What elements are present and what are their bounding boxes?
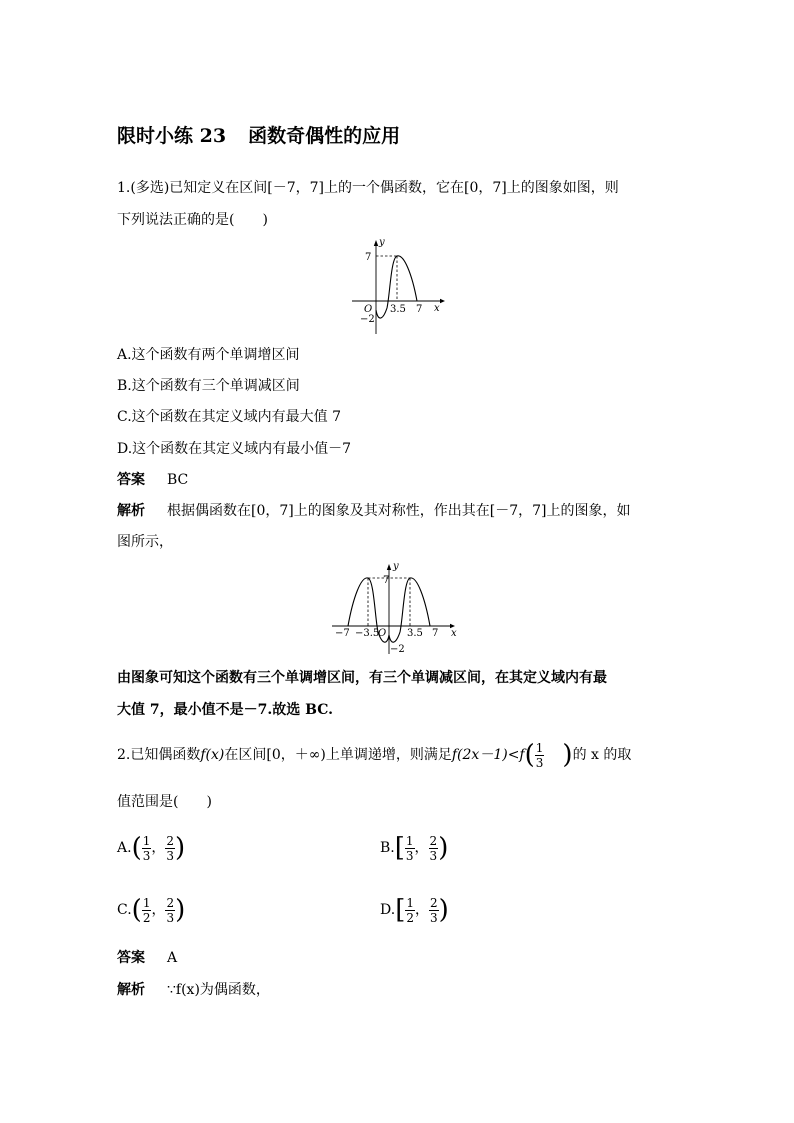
q1-option-c: C.这个函数在其定义域内有最大值 7 bbox=[117, 409, 342, 425]
title-main: 限时小练 23 bbox=[117, 125, 227, 147]
q2-answer-value: A bbox=[167, 950, 178, 966]
q1-conclusion-line1: 由图象可知这个函数有三个单调增区间，有三个单调减区间，在其定义域内有最 bbox=[117, 670, 607, 686]
q2-inequality-fraction: $\frac{1}{3}$ bbox=[535, 740, 544, 770]
q1-option-b: B.这个函数有三个单调减区间 bbox=[117, 378, 300, 394]
q1-solution-graph-y-label: y bbox=[393, 561, 399, 572]
q2-option-a: A.( $\frac{1}{3}$ ， $\frac{2}{3}$ ) bbox=[117, 833, 186, 863]
q1-graph-y7: 7 bbox=[365, 252, 372, 263]
q1-stem-line2: 下列说法正确的是( ) bbox=[117, 212, 268, 228]
q2-option-c: C.( $\frac{1}{2}$ ， $\frac{2}{3}$ ) bbox=[117, 895, 186, 925]
q2-option-d: D.[ $\frac{1}{2}$ ， $\frac{2}{3}$ ) bbox=[380, 895, 449, 925]
page-title bbox=[117, 121, 400, 148]
q1-graph-origin: O bbox=[364, 304, 373, 315]
q1-analysis-label: 解析 bbox=[117, 503, 145, 519]
q1-answer bbox=[117, 470, 188, 490]
q1-conclusion-line2: 大值 7，最小值不是－7.故选 BC. bbox=[117, 702, 333, 718]
q1-answer-label: 答案 bbox=[117, 472, 145, 488]
q1-solution-graph-x35: 3.5 bbox=[407, 628, 423, 639]
q2-stem-line2: 值范围是( ) bbox=[117, 794, 212, 810]
q1-graph-x35: 3.5 bbox=[390, 304, 406, 315]
q1-graph-yneg2: −2 bbox=[360, 314, 375, 325]
q2-option-b: B.[ $\frac{1}{3}$ ， $\frac{2}{3}$ ) bbox=[380, 833, 449, 863]
q1-solution-graph-x-label: x bbox=[451, 628, 457, 639]
q1-solution-graph-x7: 7 bbox=[432, 628, 439, 639]
q1-graph-y-label: y bbox=[379, 237, 385, 248]
title-sub: 函数奇偶性的应用 bbox=[248, 125, 401, 147]
q1-solution-graph-y7: 7 bbox=[383, 575, 390, 586]
q2-answer bbox=[117, 948, 177, 968]
q1-solution-graph-xn7: −7 bbox=[335, 628, 350, 639]
q1-graph bbox=[348, 236, 448, 336]
q1-option-a: A.这个函数有两个单调增区间 bbox=[117, 347, 300, 363]
q1-solution-graph-xn35: −3.5 bbox=[355, 628, 380, 639]
q1-answer-value: BC bbox=[167, 472, 189, 488]
q1-solution-graph bbox=[328, 558, 468, 658]
q1-analysis-line1 bbox=[117, 501, 630, 521]
q2-stem-part1: 2.已知偶函数 bbox=[117, 747, 201, 763]
q2-fx: f(x) bbox=[200, 747, 225, 763]
q2-stem-line1: 2.已知偶函数f(x)在区间[0，＋∞)上单调递增，则满足f(2x－1)<f( $\frac{1}{3}$ )的 x 的取 bbox=[117, 740, 632, 770]
q2-stem-part3: 的 x 的取 bbox=[572, 747, 632, 763]
q2-inequality: f(2x－1)<f bbox=[451, 747, 525, 763]
q2-stem-part2: 在区间[0，＋∞)上单调递增，则满足 bbox=[224, 747, 452, 763]
q1-stem-line1: 1.(多选)已知定义在区间[－7，7]上的一个偶函数，它在[0，7]上的图象如图，则 bbox=[117, 180, 619, 196]
q1-option-d: D.这个函数在其定义域内有最小值－7 bbox=[117, 441, 352, 457]
q2-analysis-label: 解析 bbox=[117, 982, 145, 998]
q2-answer-label: 答案 bbox=[117, 950, 145, 966]
q1-analysis-text1: 根据偶函数在[0，7]上的图象及其对称性，作出其在[－7，7]上的图象，如 bbox=[167, 503, 631, 519]
q1-graph-x-label: x bbox=[434, 303, 440, 314]
q2-analysis-text: ∵f(x)为偶函数， bbox=[167, 982, 270, 998]
q1-analysis-line2: 图所示， bbox=[117, 534, 173, 550]
q1-solution-graph-yneg2: −2 bbox=[390, 644, 405, 655]
q1-graph-x7: 7 bbox=[416, 304, 423, 315]
q1-solution-graph-origin: O bbox=[378, 628, 387, 639]
q2-analysis bbox=[117, 980, 270, 1000]
